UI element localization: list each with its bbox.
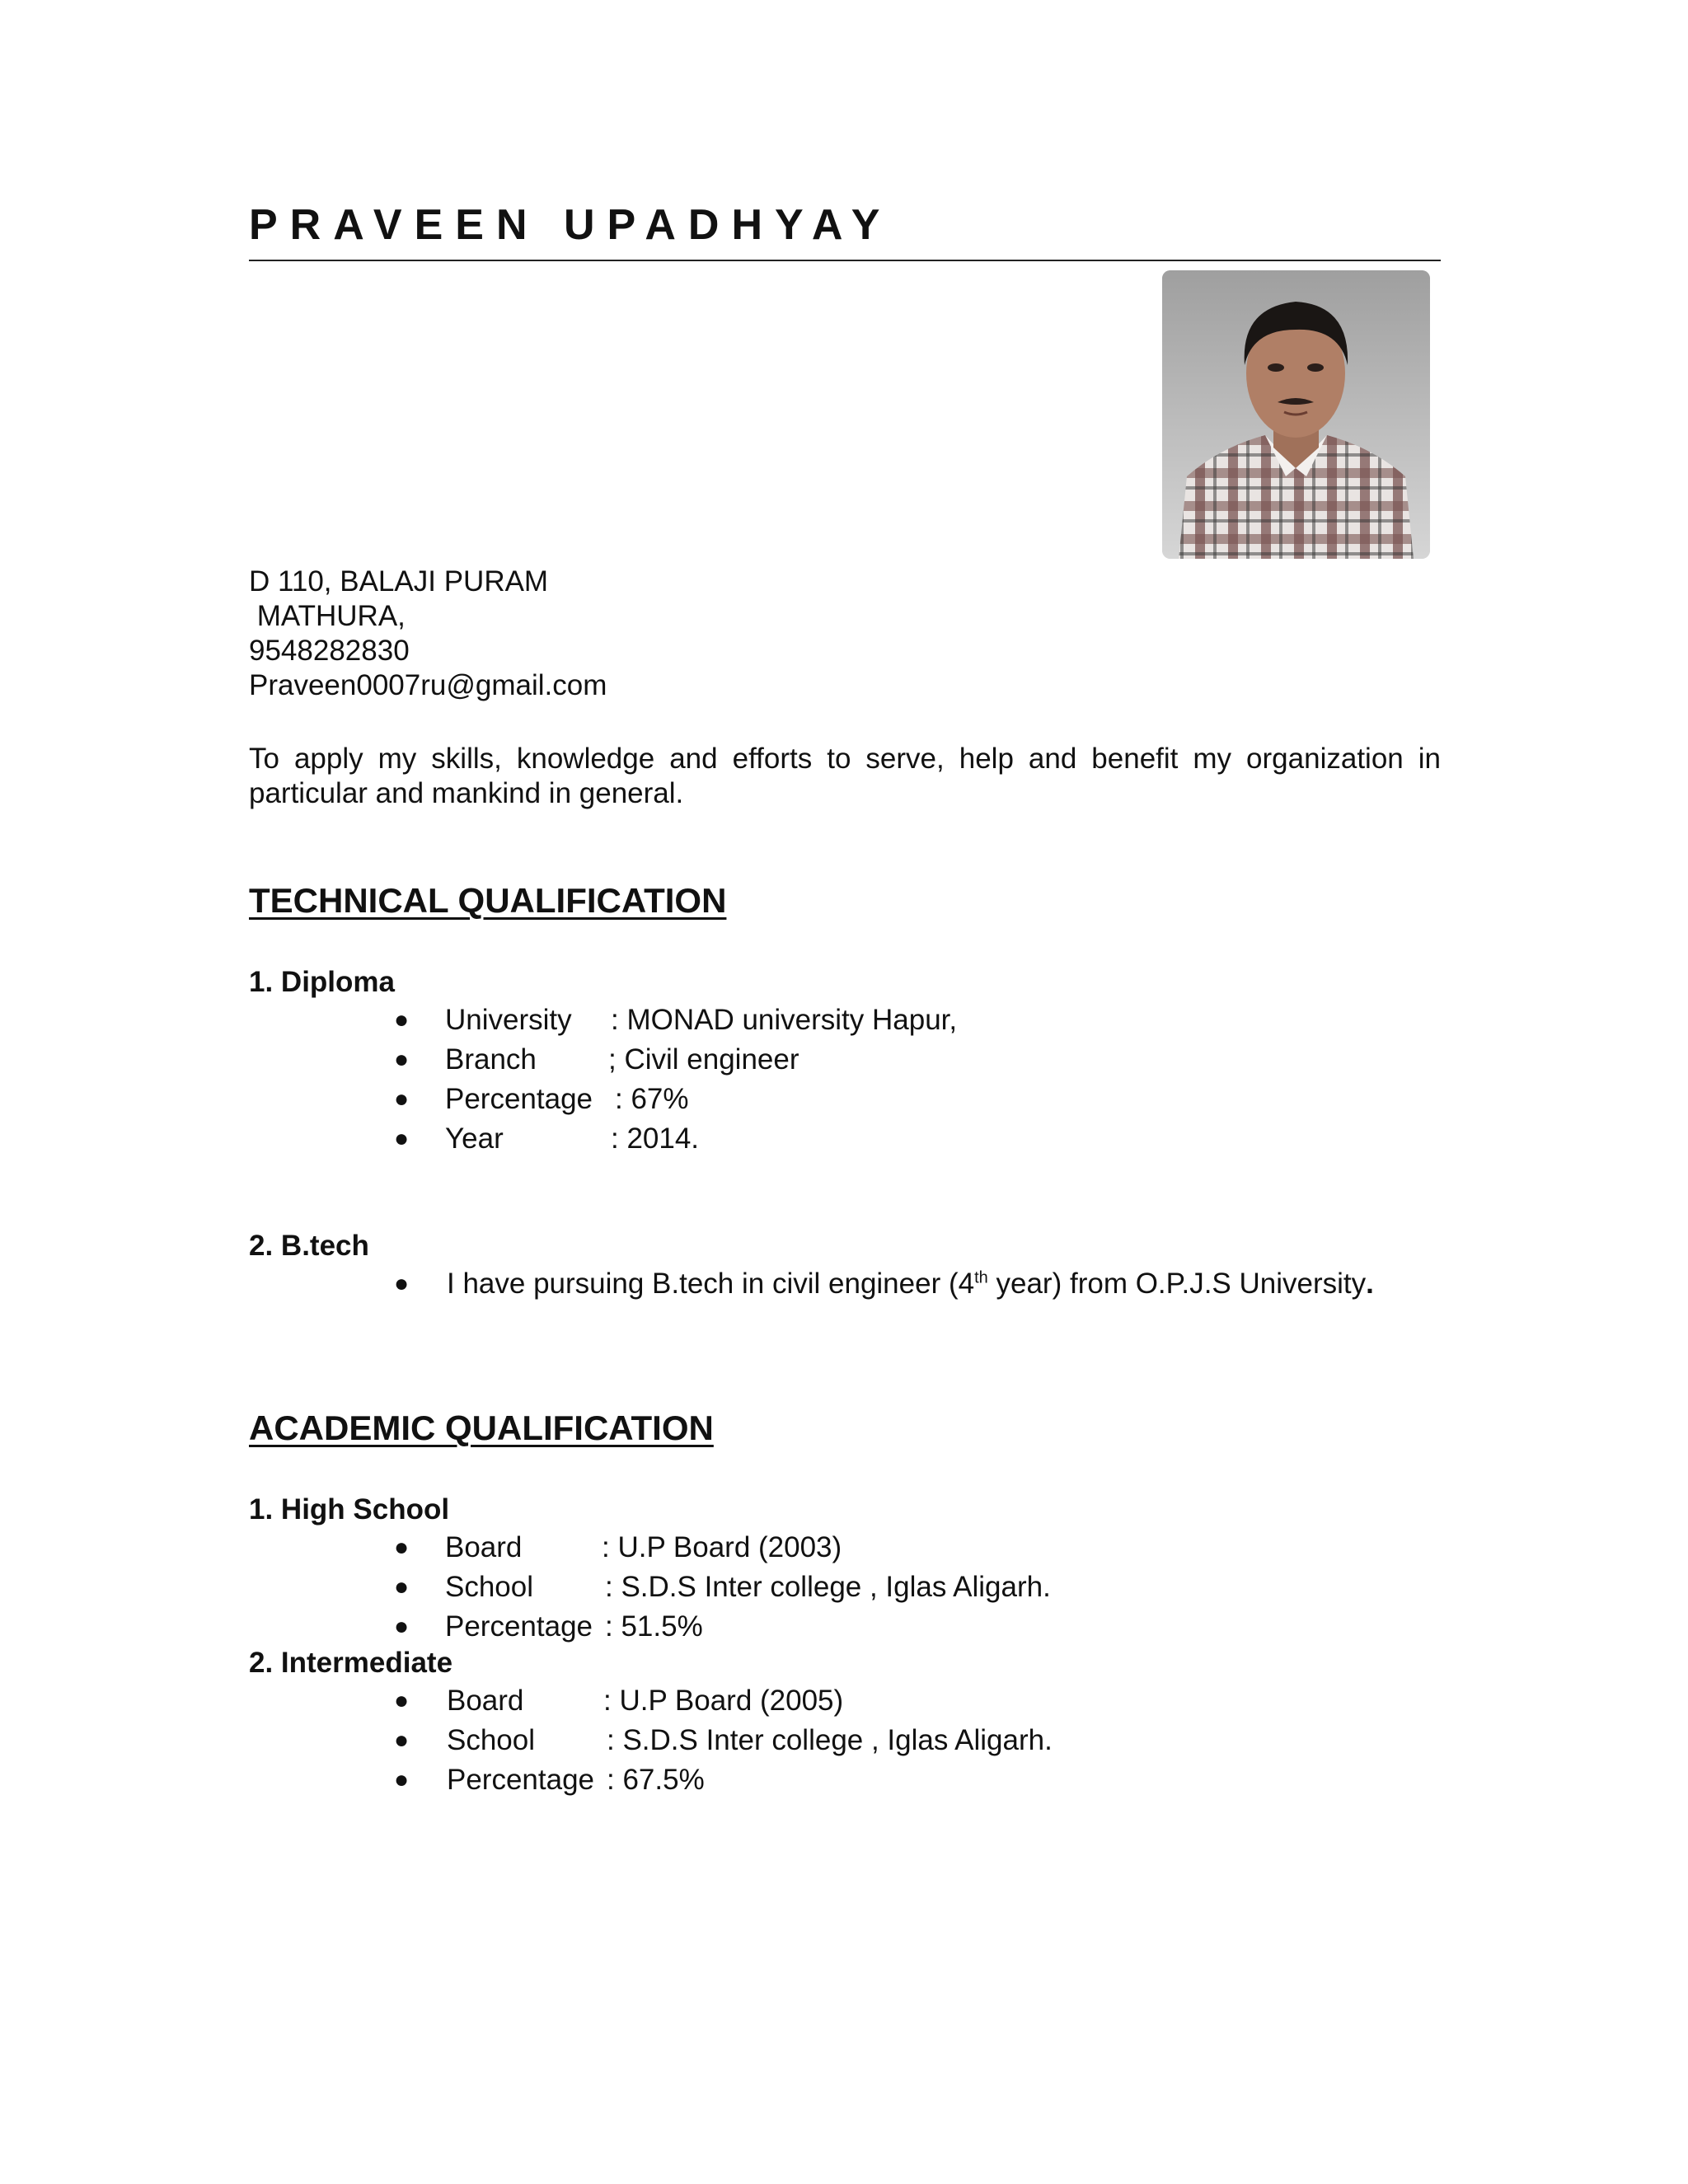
bullet-icon: ● xyxy=(394,1573,410,1601)
profile-photo-illustration xyxy=(1162,270,1430,559)
intermediate-board-value: : U.P Board (2005) xyxy=(603,1685,844,1717)
bullet-icon: ● xyxy=(394,1727,410,1754)
high-school-school-value: : S.D.S Inter college , Iglas Aligarh. xyxy=(605,1571,1051,1603)
bullet-icon: ● xyxy=(394,1534,410,1561)
academic-qualification-title: ACADEMIC QUALIFICATION xyxy=(249,1408,714,1447)
intermediate-heading: 2. Intermediate xyxy=(249,1647,453,1679)
intermediate-school-label: School xyxy=(447,1724,536,1756)
high-school-percentage-label: Percentage xyxy=(445,1610,593,1643)
phone-number: 9548282830 xyxy=(249,635,410,667)
intermediate-percentage-value: : 67.5% xyxy=(607,1764,705,1796)
diploma-year-label: Year xyxy=(445,1122,504,1155)
bullet-icon: ● xyxy=(394,1270,410,1297)
diploma-percentage-label: Percentage xyxy=(445,1083,593,1115)
header-divider xyxy=(249,260,1441,261)
bullet-icon: ● xyxy=(394,1687,410,1714)
bullet-icon: ● xyxy=(394,1766,410,1793)
intermediate-school-value: : S.D.S Inter college , Iglas Aligarh. xyxy=(607,1724,1053,1756)
diploma-branch-value: ; Civil engineer xyxy=(608,1043,799,1076)
bullet-icon: ● xyxy=(394,1613,410,1640)
high-school-board-label: Board xyxy=(445,1531,523,1563)
diploma-percentage-value: : 67% xyxy=(615,1083,689,1115)
intermediate-board-label: Board xyxy=(447,1685,524,1717)
technical-qualification-title: TECHNICAL QUALIFICATION xyxy=(249,881,727,920)
high-school-school-label: School xyxy=(445,1571,534,1603)
bullet-icon: ● xyxy=(394,1085,410,1113)
career-objective: To apply my skills, knowledge and efforts to serve, help and benefit my organization in particular and mankind in general. xyxy=(249,743,1441,809)
address-line-2: MATHURA, xyxy=(249,600,406,632)
email-address: Praveen0007ru@gmail.com xyxy=(249,669,607,701)
bullet-icon: ● xyxy=(394,1046,410,1073)
btech-heading: 2. B.tech xyxy=(249,1230,369,1262)
resume-name: PRAVEEN UPADHYAY xyxy=(249,201,893,249)
address-line-1: D 110, BALAJI PURAM xyxy=(249,565,549,598)
bullet-icon: ● xyxy=(394,1125,410,1152)
profile-photo xyxy=(1162,270,1430,559)
diploma-university-value: : MONAD university Hapur, xyxy=(611,1004,958,1036)
high-school-heading: 1. High School xyxy=(249,1493,450,1526)
high-school-percentage-value: : 51.5% xyxy=(605,1610,703,1643)
contact-block xyxy=(249,565,607,703)
diploma-heading: 1. Diploma xyxy=(249,966,395,998)
bullet-icon: ● xyxy=(394,1006,410,1033)
high-school-board-value: : U.P Board (2003) xyxy=(602,1531,842,1563)
diploma-university-label: University xyxy=(445,1004,572,1036)
diploma-branch-label: Branch xyxy=(445,1043,537,1076)
btech-description: I have pursuing B.tech in civil engineer (4th year) from O.P.J.S University. xyxy=(447,1268,1374,1300)
intermediate-percentage-label: Percentage xyxy=(447,1764,595,1796)
diploma-year-value: : 2014. xyxy=(611,1122,700,1155)
